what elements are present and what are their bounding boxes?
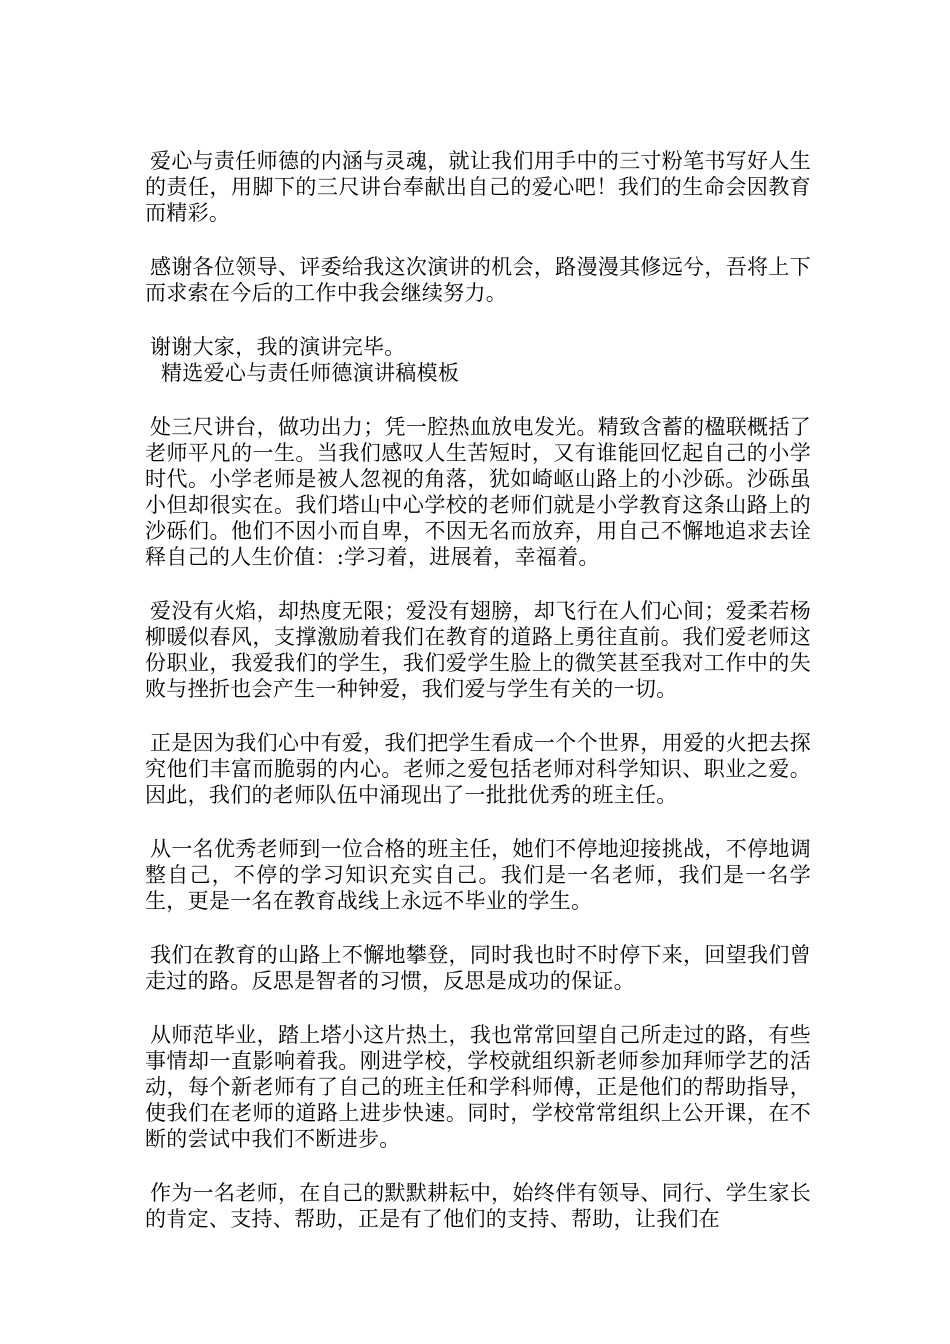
paragraph-body-7: 作为一名老师，在自己的默默耕耘中，始终伴有领导、同行、学生家长的肯定、支持、帮助，正是有了他们的支持、帮助，让我们在 (145, 1181, 811, 1231)
paragraph-closing-summary: 爱心与责任师德的内涵与灵魂，就让我们用手中的三寸粉笔书写好人生的责任，用脚下的三尺讲台奉献出自己的爱心吧！我们的生命会因教育而精彩。 (145, 149, 811, 225)
document-page (145, 148, 811, 1232)
paragraph-end-of-speech: 谢谢大家，我的演讲完毕。 (150, 335, 406, 359)
speech-subtitle: 精选爱心与责任师德演讲稿模板 (161, 361, 460, 385)
paragraph-body-5: 我们在教育的山路上不懈地攀登，同时我也时不时停下来，回望我们曾走过的路。反思是智者的习惯，反思是成功的保证。 (145, 943, 811, 993)
paragraph-body-3: 正是因为我们心中有爱，我们把学生看成一个个世界，用爱的火把去探究他们丰富而脆弱的内心。老师之爱包括老师对科学知识、职业之爱。因此，我们的老师队伍中涌现出了一批批优秀的班主任。 (145, 731, 811, 807)
paragraph-body-4: 从一名优秀老师到一位合格的班主任，她们不停地迎接挑战，不停地调整自己，不停的学习知识充实自己。我们是一名老师，我们是一名学生，更是一名在教育战线上永远不毕业的学生。 (145, 837, 811, 913)
paragraph-body-2: 爱没有火焰，却热度无限；爱没有翅膀，却飞行在人们心间；爱柔若杨柳暖似春风，支撑激励着我们在教育的道路上勇往直前。我们爱老师这份职业，我爱我们的学生，我们爱学生脸上的微笑甚至我对工作中的失败与挫折也会产生一种钟爱，我们爱与学生有关的一切。 (145, 599, 811, 701)
paragraph-body-1: 处三尺讲台，做功出力；凭一腔热血放电发光。精致含蓄的楹联概括了老师平凡的一生。当我们感叹人生苦短时，又有谁能回忆起自己的小学时代。小学老师是被人忽视的角落，犹如崎岖山路上的小沙砾。沙砾虽小但却很实在。我们塔山中心学校的老师们就是小学教育这条山路上的沙砾们。他们不因小而自卑，不因无名而放弃，用自己不懈地追求去诠释自己的人生价值：:学习着，进展着，幸福着。 (145, 415, 811, 569)
paragraph-body-6: 从师范毕业，踏上塔小这片热土，我也常常回望自己所走过的路，有些事情却一直影响着我。刚进学校，学校就组织新老师参加拜师学艺的活动，每个新老师有了自己的班主任和学科师傅，正是他们的帮助指导，使我们在老师的道路上进步快速。同时，学校常常组织上公开课，在不断的尝试中我们不断进步。 (145, 1023, 811, 1151)
paragraph-thanks: 感谢各位领导、评委给我这次演讲的机会，路漫漫其修远兮，吾将上下而求索在今后的工作中我会继续努力。 (145, 255, 811, 305)
